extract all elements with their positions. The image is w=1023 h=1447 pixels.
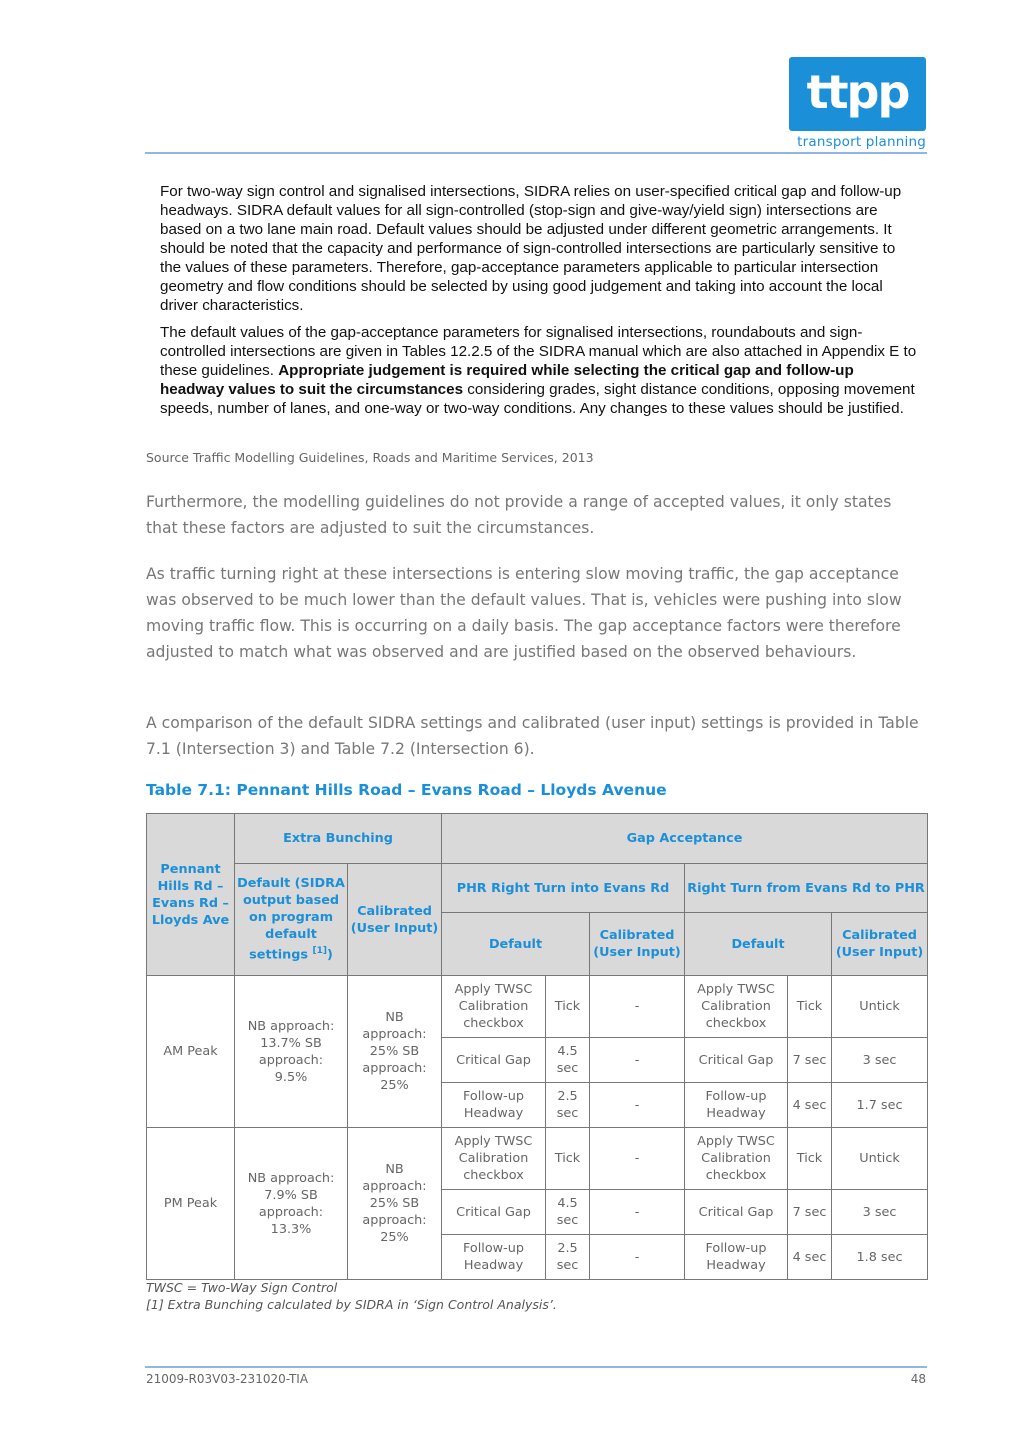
evans-parameter: Critical Gap — [685, 1038, 788, 1083]
footer-rule — [145, 1366, 927, 1368]
phr-default-value: 2.5 sec — [546, 1083, 590, 1128]
phr-parameter: Follow-up Headway — [442, 1083, 546, 1128]
evans-calibrated-value: 1.7 sec — [832, 1083, 928, 1128]
quote-text: considering grades, sight distance conditions, opposing movement speeds, number of lanes, and one-way or two-way conditions. Any changes to these values should be justified. — [160, 381, 915, 417]
phr-calibrated-value: - — [590, 1190, 685, 1235]
evans-calibrated-header: Calibrated (User Input) — [832, 913, 928, 976]
table-title: Table 7.1: Pennant Hills Road – Evans Road – Lloyds Avenue — [146, 781, 667, 799]
phr-default-value: Tick — [546, 1128, 590, 1190]
evans-parameter: Critical Gap — [685, 1190, 788, 1235]
table-row — [147, 976, 928, 1038]
phr-parameter: Critical Gap — [442, 1038, 546, 1083]
phr-right-turn-header: PHR Right Turn into Evans Rd — [442, 864, 685, 913]
quote-text: The default values of the gap-acceptance parameters for signalised intersections, roundabouts and sign-controlled intersections are given in Tables 12.2.5 of the SIDRA manual which are also attached in Appendix E to these guidelines. — [160, 324, 917, 379]
body-paragraph: A comparison of the default SIDRA settings and calibrated (user input) settings is provided in Table 7.1 (Intersection 3) and Table 7.2 (Intersection 6). — [146, 714, 919, 758]
phr-default-value: 4.5 sec — [546, 1038, 590, 1083]
evans-parameter: Follow-up Headway — [685, 1235, 788, 1280]
quote-paragraph-2 — [160, 323, 920, 418]
phr-parameter: Apply TWSC Calibration checkbox — [442, 976, 546, 1038]
table-note: [1] Extra Bunching calculated by SIDRA in ‘Sign Control Analysis’. — [146, 1297, 557, 1312]
table-notes — [146, 1279, 557, 1313]
eb-calibrated-value: NB approach: 25% SB approach: 25% — [348, 976, 442, 1128]
document-reference: 21009-R03V03-231020-TIA — [146, 1372, 309, 1386]
row-label-header: Pennant Hills Rd – Evans Rd – Lloyds Ave — [147, 814, 235, 976]
evans-default-value: Tick — [788, 1128, 832, 1190]
body-paragraph: As traffic turning right at these intersections is entering slow moving traffic, the gap acceptance was observed to be much lower than the default values. That is, vehicles were pushing into slow moving traffic flow. This is occurring on a daily basis. The gap acceptance factors were therefore adjusted to match what was observed and are justified based on the observed behaviours. — [146, 565, 902, 661]
table-row — [147, 1128, 928, 1190]
evans-default-header: Default — [685, 913, 832, 976]
body-paragraph: Furthermore, the modelling guidelines do not provide a range of accepted values, it only states that these factors are adjusted to suit the circumstances. — [146, 493, 892, 537]
quote-paragraph-1: For two-way sign control and signalised intersections, SIDRA relies on user-specified critical gap and follow-up headways. SIDRA default values for all sign-controlled (stop-sign and give-way/yield sign) intersections are based on a two lane main road. Default values should be adjusted under different geometric arrangements. It should be noted that the capacity and performance of sign-controlled intersections are particularly sensitive to the values of these parameters. Therefore, gap-acceptance parameters applicable to particular intersection geometry and flow conditions should be selected by using good judgement and taking into account the local driver characteristics. — [160, 183, 902, 314]
evans-default-value: 4 sec — [788, 1235, 832, 1280]
page-number: 48 — [910, 1372, 926, 1386]
evans-calibrated-value: 1.8 sec — [832, 1235, 928, 1280]
header-text: ) — [326, 947, 333, 963]
eb-calibrated-header: Calibrated (User Input) — [348, 864, 442, 976]
evans-default-value: 4 sec — [788, 1083, 832, 1128]
phr-calibrated-value: - — [590, 1038, 685, 1083]
phr-default-header: Default — [442, 913, 590, 976]
evans-calibrated-value: Untick — [832, 976, 928, 1038]
evans-default-value: 7 sec — [788, 1038, 832, 1083]
evans-default-value: Tick — [788, 976, 832, 1038]
phr-default-value: 4.5 sec — [546, 1190, 590, 1235]
phr-parameter: Follow-up Headway — [442, 1235, 546, 1280]
peak-label: PM Peak — [147, 1128, 235, 1280]
quoted-guideline — [160, 182, 920, 426]
peak-label: AM Peak — [147, 976, 235, 1128]
eb-default-header — [235, 864, 348, 976]
phr-calibrated-value: - — [590, 1083, 685, 1128]
quote-bold-text: Appropriate judgement is required while selecting the critical gap and follow-up headway values to suit the circumstances — [160, 362, 854, 398]
phr-calibrated-header: Calibrated (User Input) — [590, 913, 685, 976]
phr-calibrated-value: - — [590, 976, 685, 1038]
eb-default-value: NB approach: 7.9% SB approach: 13.3% — [235, 1128, 348, 1280]
phr-parameter: Apply TWSC Calibration checkbox — [442, 1128, 546, 1190]
logo-mark: ttpp — [789, 57, 926, 131]
evans-parameter: Apply TWSC Calibration checkbox — [685, 976, 788, 1038]
logo-tagline: transport planning — [797, 134, 926, 150]
evans-parameter: Apply TWSC Calibration checkbox — [685, 1128, 788, 1190]
phr-default-value: 2.5 sec — [546, 1235, 590, 1280]
phr-default-value: Tick — [546, 976, 590, 1038]
extra-bunching-header: Extra Bunching — [235, 814, 442, 864]
phr-calibrated-value: - — [590, 1235, 685, 1280]
phr-calibrated-value: - — [590, 1128, 685, 1190]
evans-default-value: 7 sec — [788, 1190, 832, 1235]
header-rule — [145, 152, 927, 154]
ttpp-logo — [789, 57, 926, 150]
header-text: Default (SIDRA output based on program default settings — [237, 876, 345, 963]
table-note: TWSC = Two-Way Sign Control — [146, 1280, 338, 1295]
footnote-ref: [1] — [312, 946, 327, 957]
source-caption: Source Traffic Modelling Guidelines, Roads and Maritime Services, 2013 — [146, 450, 594, 465]
phr-parameter: Critical Gap — [442, 1190, 546, 1235]
evans-right-turn-header: Right Turn from Evans Rd to PHR — [685, 864, 928, 913]
evans-calibrated-value: 3 sec — [832, 1038, 928, 1083]
gap-acceptance-table — [146, 813, 928, 1280]
eb-calibrated-value: NB approach: 25% SB approach: 25% — [348, 1128, 442, 1280]
eb-default-value: NB approach: 13.7% SB approach: 9.5% — [235, 976, 348, 1128]
evans-calibrated-value: Untick — [832, 1128, 928, 1190]
evans-parameter: Follow-up Headway — [685, 1083, 788, 1128]
gap-acceptance-header: Gap Acceptance — [442, 814, 928, 864]
evans-calibrated-value: 3 sec — [832, 1190, 928, 1235]
